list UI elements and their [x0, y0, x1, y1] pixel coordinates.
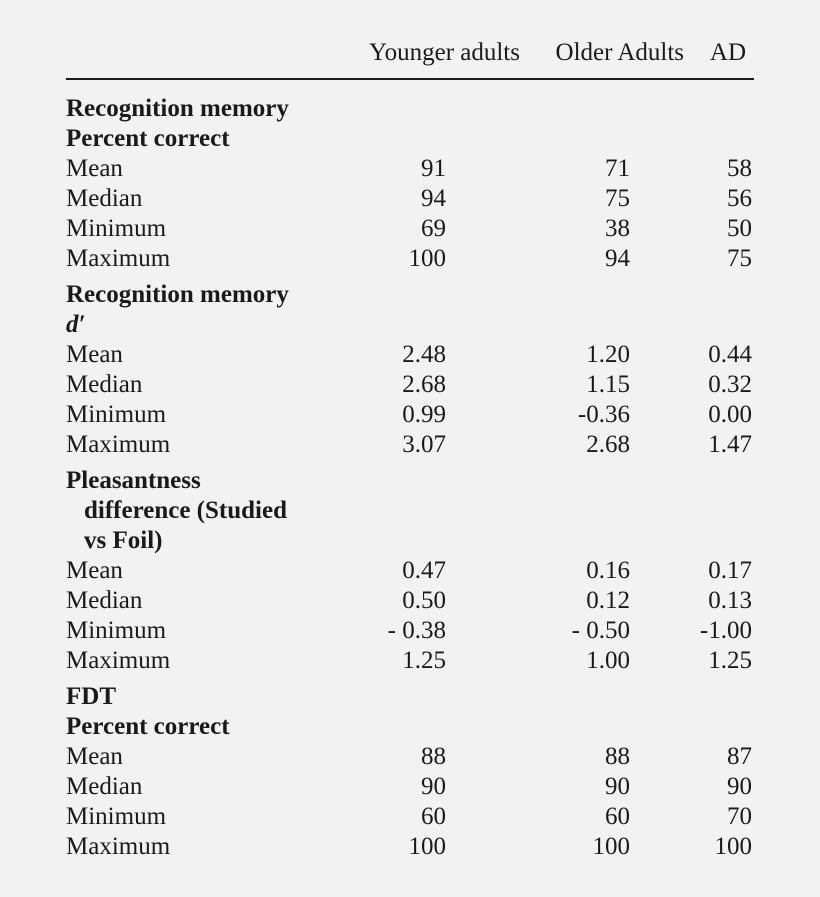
- cell-value: 0.50: [402, 587, 446, 614]
- section-heading-text: FDT: [66, 683, 116, 710]
- table-row: [66, 742, 754, 772]
- section-heading: [66, 280, 754, 310]
- cell-value: 100: [592, 833, 630, 860]
- cell-value: 38: [605, 215, 630, 242]
- row-label: Maximum: [66, 833, 171, 860]
- cell-value: 1.25: [402, 647, 446, 674]
- row-label: Minimum: [66, 215, 167, 242]
- table-row: [66, 400, 754, 430]
- cell-value: 0.00: [708, 401, 752, 428]
- cell-value: 100: [714, 833, 752, 860]
- table-row: [66, 244, 754, 274]
- row-label: Mean: [66, 557, 123, 584]
- cell-value: 2.48: [402, 341, 446, 368]
- table-row: [66, 772, 754, 802]
- section-heading: [66, 682, 754, 712]
- table-body: [66, 94, 754, 862]
- table-row: [66, 646, 754, 676]
- table-row: [66, 370, 754, 400]
- cell-value: 71: [605, 155, 630, 182]
- section-heading-text: Recognition memory: [66, 281, 289, 308]
- cell-value: -0.36: [577, 401, 630, 428]
- table-row: [66, 802, 754, 832]
- table-row: [66, 832, 754, 862]
- cell-value: 88: [605, 743, 630, 770]
- cell-value: 69: [421, 215, 446, 242]
- cell-value: 1.25: [708, 647, 752, 674]
- cell-value: 90: [727, 773, 752, 800]
- section-heading-text: d′: [66, 311, 86, 338]
- cell-value: 100: [408, 245, 446, 272]
- cell-value: 2.68: [586, 431, 630, 458]
- cell-value: 88: [421, 743, 446, 770]
- cell-value: 60: [421, 803, 446, 830]
- cell-value: 94: [421, 185, 446, 212]
- row-label: Maximum: [66, 245, 171, 272]
- table-row: [66, 214, 754, 244]
- table-row: [66, 184, 754, 214]
- cell-value: 90: [605, 773, 630, 800]
- cell-value: 0.12: [586, 587, 630, 614]
- section-heading: [66, 496, 754, 526]
- section-heading-text: Percent correct: [66, 713, 230, 740]
- section-heading-text: Percent correct: [66, 125, 230, 152]
- cell-value: 0.13: [708, 587, 752, 614]
- cell-value: 75: [605, 185, 630, 212]
- cell-value: 2.68: [402, 371, 446, 398]
- cell-value: 0.32: [708, 371, 752, 398]
- table-row: [66, 616, 754, 646]
- table-row: [66, 586, 754, 616]
- column-header-ad: AD: [709, 39, 746, 66]
- table-row: [66, 154, 754, 184]
- row-label: Median: [66, 371, 143, 398]
- table-row: [66, 556, 754, 586]
- section-heading: [66, 310, 754, 340]
- row-label: Maximum: [66, 647, 171, 674]
- cell-value: 91: [421, 155, 446, 182]
- row-label: Mean: [66, 341, 123, 368]
- column-header-older-adults: Older Adults: [555, 39, 684, 66]
- cell-value: 50: [727, 215, 752, 242]
- section-heading-text: Recognition memory: [66, 95, 289, 122]
- cell-value: 60: [605, 803, 630, 830]
- cell-value: 0.44: [708, 341, 752, 368]
- section-heading: [66, 712, 754, 742]
- row-label: Median: [66, 185, 143, 212]
- section-heading-text: Pleasantness: [66, 467, 201, 494]
- cell-value: 0.17: [708, 557, 752, 584]
- cell-value: 100: [408, 833, 446, 860]
- section-heading-text: vs Foil): [84, 527, 163, 554]
- cell-value: 70: [727, 803, 752, 830]
- cell-value: 1.15: [586, 371, 630, 398]
- table-row: [66, 430, 754, 460]
- section-heading: [66, 526, 754, 556]
- row-label: Median: [66, 587, 143, 614]
- row-label: Maximum: [66, 431, 171, 458]
- section-heading: [66, 124, 754, 154]
- row-label: Minimum: [66, 803, 167, 830]
- table-header: [66, 38, 754, 80]
- row-label: Minimum: [66, 617, 167, 644]
- cell-value: 1.20: [586, 341, 630, 368]
- cell-value: 1.00: [586, 647, 630, 674]
- row-label: Mean: [66, 743, 123, 770]
- cell-value: 56: [727, 185, 752, 212]
- column-header-younger-adults: Younger adults: [369, 39, 520, 66]
- row-label: Mean: [66, 155, 123, 182]
- table-row: [66, 340, 754, 370]
- cell-value: 3.07: [402, 431, 446, 458]
- cell-value: 75: [727, 245, 752, 272]
- section-heading: [66, 466, 754, 496]
- cell-value: 0.47: [402, 557, 446, 584]
- row-label: Median: [66, 773, 143, 800]
- cell-value: 58: [727, 155, 752, 182]
- row-label: Minimum: [66, 401, 167, 428]
- section-heading-text: difference (Studied: [84, 497, 287, 524]
- cell-value: 90: [421, 773, 446, 800]
- cell-value: 94: [605, 245, 630, 272]
- cell-value: - 0.38: [387, 617, 446, 644]
- section-heading: [66, 94, 754, 124]
- cell-value: -1.00: [699, 617, 752, 644]
- cell-value: 1.47: [708, 431, 752, 458]
- cell-value: - 0.50: [571, 617, 630, 644]
- cell-value: 0.16: [586, 557, 630, 584]
- cell-value: 0.99: [402, 401, 446, 428]
- cell-value: 87: [727, 743, 752, 770]
